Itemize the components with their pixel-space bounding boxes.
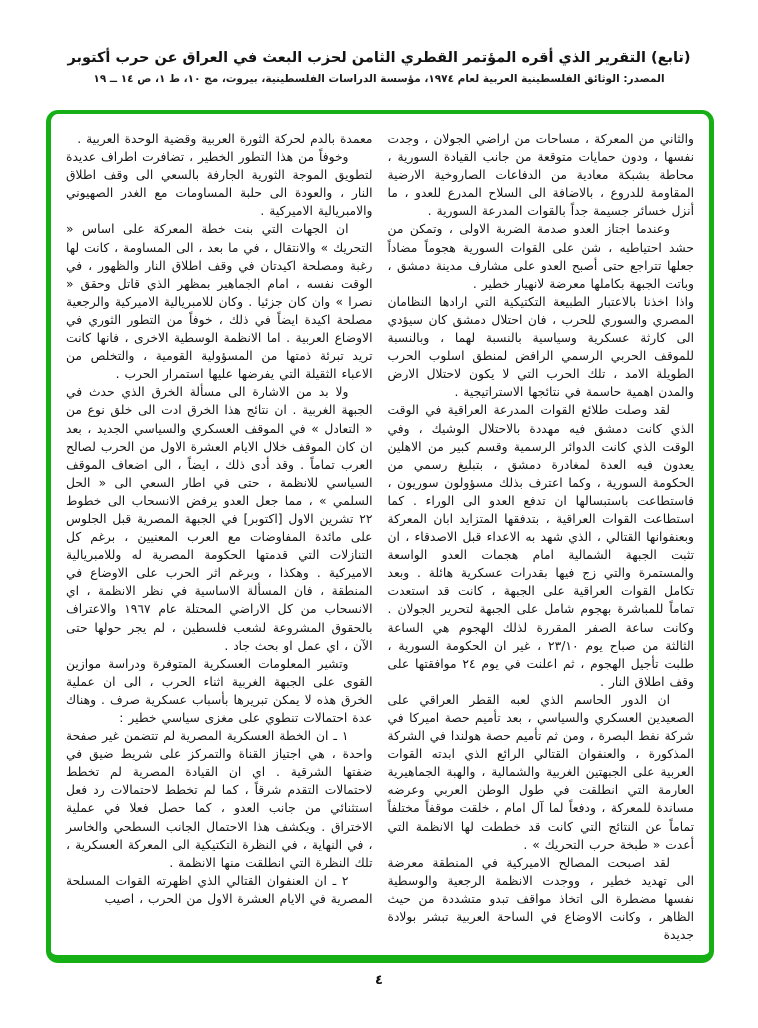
paragraph: واذا اخذنا بالاعتبار الطبيعة التكتيكية التي ارادها النظامان المصري والسوري للحرب ، فان احتلال دمشق كان سيؤدي الى كارثة عسكرية وسياسية بالنسبة لهما ، وبالنسبة للموقف الحربي الرسمي الرافض لمنطق اسلوب الحرب الطويلة الامد ، تلك الحرب التي لا يكون لاحتلال الارض والمدن اهمية حاسمة في نتائجها الاستراتيجية . bbox=[387, 294, 694, 400]
document-source-line: المصدر: الوثائق الفلسطينية العربية لعام ١٩٧٤، مؤسسة الدراسات الفلسطينية، بيروت، مج ١٠، ط ١، ص ١٤ ــ ١٩ bbox=[93, 72, 665, 85]
document-title: (تابع) التقرير الذي أقره المؤتمر القطري الثامن لحزب البعث في العراق عن حرب أكتوبر bbox=[67, 50, 691, 66]
paragraph: ان الجهات التي بنت خطة المعركة على اساس « التحريك » والانتقال ، في ما بعد ، الى المساومة ، كانت لها رغبة ومصلحة اكيدتان في وقف اطلاق النار والظهور ، في الوقت نفسه ، امام الجماهير بمظهر الذي قاتل وحقق « نصرا » وان كان جزئيا . وكان للامبريالية الاميركية والرجعية مصلحة اكيدة ايضاً في ذلك ، خوفاً من التطور الثوري في الاوضاع العربية . اما الانظمة الوسطية الاخرى ، فانها كانت تريد تبرئة ذمتها من المسؤولية القومية ، والتخلص من الاعباء الثقيلة التي يفرضها عليها استمرار الحرب . bbox=[66, 222, 373, 382]
document-header bbox=[0, 48, 758, 85]
paragraph: وعندما اجتاز العدو صدمة الضربة الاولى ، وتمكن من حشد احتياطيه ، شن على القوات السورية هجوماً مضاداً جعلها تتراجع حتى أصبح العدو على مشارف مدينة دمشق ، وباتت الجبهة بكاملها معرضة لانهيار خطير . bbox=[387, 222, 694, 291]
green-border-frame bbox=[46, 110, 714, 963]
two-column-text-area bbox=[51, 114, 709, 955]
left-text-column bbox=[66, 130, 373, 945]
paragraph: وخوفاً من هذا التطور الخطير ، تضافرت اطراف عديدة لتطويق الموجة الثورية الجارفة بالسعي الى وقف اطلاق النار ، والعودة الى حلبة المساومات مع الغدر الصهيوني والامبريالية الاميركية . bbox=[66, 150, 373, 219]
paragraph: لقد اصبحت المصالح الاميركية في المنطقة معرضة الى تهديد خطير ، ووجدت الانظمة الرجعية والوسطية نفسها مضطرة الى اتخاذ مواقف تبدو متشددة من حيث الظاهر ، وكانت الاوضاع في الساحة العربية تبشر بولادة جديدة bbox=[387, 855, 694, 943]
paragraph: ان الدور الحاسم الذي لعبه القطر العراقي على الصعيدين العسكري والسياسي ، بعد تأميم حصة اميركا في شركة نفط البصرة ، ومن ثم تأميم حصة هولندا في الشركة المذكورة ، والعنفوان القتالي الرائع الذي ابدته القوات العربية على الجبهتين الغربية والشمالية ، والهبة الجماهيرية العارمة التي انطلقت في طول الوطن العربي وعرضه مساندة للمعركة ، ودفعاً لما آل امام ، خلقت موقفاً مختلفاً تماماً عن النتائج التي كانت قد خططت لها الانظمة التي أعدت « طبخة حرب التحريك » . bbox=[387, 692, 694, 852]
paragraph: لقد وصلت طلائع القوات المدرعة العراقية في الوقت الذي كانت دمشق فيه مهددة بالاحتلال الوشيك ، وفي الوقت الذي كانت الدوائر الرسمية وقسم كبير من الاهلين يعدون فيه العدة لمغادرة دمشق ، بتبليغ رسمي من الحكومة السورية ، وكما اعترف بذلك مسؤولون سوريون ، فاستطاعت باستبسالها ان تدفع العدو الى الوراء . كما استطاعت القوات العراقية ، بتدفقها المتزايد ابان المعركة وبعنفوانها القتالي ، الذي شهد به الاعداء قبل الاصدقاء ، ان تثبت الجبهة الشمالية امام هجمات العدو الواسعة والمستمرة والتي زج فيها بقدرات عسكرية هائلة . وبعد تكامل القوات العراقية على الجبهة ، كانت قد استعدت تماماً للمباشرة بهجوم شامل على الجبهة لتحرير الجولان . وكانت ساعة الصفر المقررة لذلك الهجوم هي الساعة الثالثة من صباح يوم ٢٣/١٠ ، غير ان الحكومة السورية ، طلبت تأجيل الهجوم ، ثم اعلنت في يوم ٢٤ موافقتها على وقف اطلاق النار . bbox=[387, 403, 694, 689]
paragraph: والثاني من المعركة ، مساحات من اراضي الجولان ، وجدت نفسها ، ودون حمايات متوقعة من جانب القيادة السورية ، محاطة بشبكة معادية من الدفاعات الصاروخية الارضية المقاومة للدروع ، بالاضافة الى السلاح المدرع للعدو ، ما أنزل خسائر جسيمة جداً بالقوات المدرعة السورية . bbox=[387, 132, 694, 219]
right-text-column bbox=[388, 130, 695, 945]
paragraph: ٢ ـ ان العنفوان القتالي الذي اظهرته القوات المسلحة المصرية في الايام العشرة الاول من الحرب ، اصيب bbox=[66, 873, 373, 906]
page-number: ٤ bbox=[375, 973, 383, 988]
paragraph: معمدة بالدم لحركة الثورة العربية وقضية الوحدة العربية . bbox=[77, 132, 373, 146]
paragraph: ١ ـ ان الخطة العسكرية المصرية لم تتضمن غير صفحة واحدة ، هي اجتياز القناة والتمركز على شريط ضيق في ضفتها الشرقية . اي ان القيادة المصرية لم تخطط لاحتمالات التقدم شرقاً ، كما لم تخطط لاحتمالات رد فعل استثنائي من جانب العدو ، كما حصل فعلا في عملية الاختراق . ويكشف هذا الاحتمال الجانب السطحي والخاسر ، في النهاية ، في النظرة التكتيكية الى المعركة العسكرية ، تلك النظرة التي انطلقت منها الانظمة . bbox=[66, 729, 373, 870]
paragraph: ولا بد من الاشارة الى مسألة الخرق الذي حدث في الجبهة الغربية . ان نتائج هذا الخرق ادت الى خلق نوع من « التعادل » في الموقف العسكري والسياسي الجديد ، بعد ان كان الموقف خلال الايام العشرة الاول من الحرب لصالح العرب تماماً . وقد أدى ذلك ، ايضاً ، الى اضعاف الموقف السياسي للانظمة ، حتى في اطار السعي الى « الحل السلمي » ، مما جعل العدو يرفض الانسحاب الى خطوط ٢٢ تشرين الاول [اكتوبر] في الجبهة المصرية قبل الجلوس على مائدة المفاوضات مع العرب المعنيين ، برغم كل التنازلات التي قدمتها الحكومة المصرية له وللامبريالية الاميركية . وهكذا ، وبرغم اثر الحرب على الاوضاع في المنطقة ، فان المسألة الاساسية في نظر الانظمة ، اي الانسحاب من كل الاراضي المحتلة عام ١٩٦٧ والاعتراف بالحقوق المشروعة لشعب فلسطين ، لم يجر حولها حتى الآن ، اي عمل او بحث جاد . bbox=[66, 385, 373, 653]
paragraph: وتشير المعلومات العسكرية المتوفرة ودراسة موازين القوى على الجبهة الغربية اثناء الحرب ، الى ان عملية الخرق هذه لا يمكن تبريرها بأسباب عسكرية صرف . وهناك عدة احتمالات تنطوي على مغزى سياسي خطير : bbox=[66, 656, 373, 725]
